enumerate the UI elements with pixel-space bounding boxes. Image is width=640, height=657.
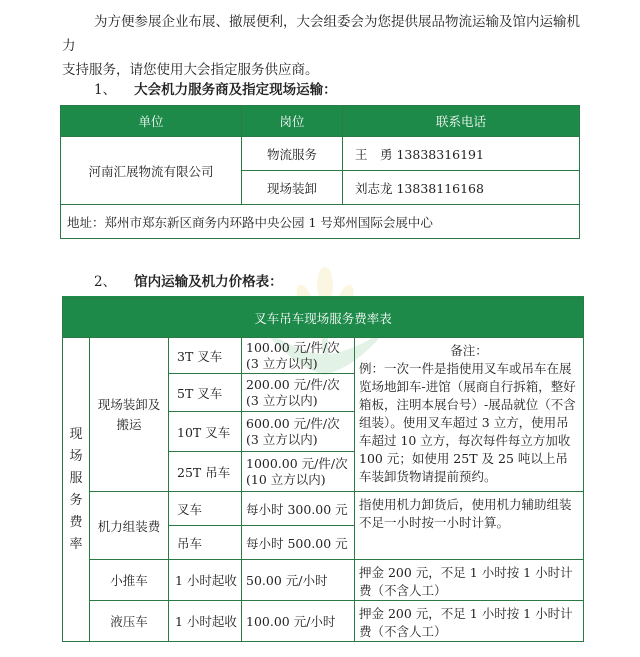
- hydraulic-price: 100.00 元/小时: [242, 601, 355, 642]
- service-provider-table: [60, 105, 580, 239]
- section-2-title: 馆内运输及机力价格表：: [134, 274, 283, 290]
- section-1-heading: [94, 78, 337, 98]
- price-forklift: 每小时 300.00 元: [242, 492, 355, 526]
- table-header-row: [61, 106, 580, 137]
- header-role: 岗位: [242, 106, 343, 137]
- intro-line-2: 支持服务，请您使用大会指定服务供应商。: [62, 62, 319, 78]
- section-1-title: 大会机力服务商及指定现场运输：: [134, 82, 337, 98]
- item-5t: 5T 叉车: [169, 374, 242, 412]
- header-phone: 联系电话: [343, 106, 580, 137]
- price-10t: 600.00 元/件/次 (3 立方以内): [242, 412, 355, 452]
- handcart-min: 1 小时起收: [169, 560, 242, 601]
- item-3t: 3T 叉车: [169, 338, 242, 374]
- price-table-title-row: [63, 299, 584, 338]
- company-name: 河南汇展物流有限公司: [61, 137, 242, 205]
- loading-note: 备注： 例：一次一件是指使用叉车或吊车在展览场地卸车-进馆（展商自行拆箱，整好箱板，注明本展台号）-展品就位（不含组装）。使用叉车超过 3 立方，使用吊车超过 10 立方，每次每件每立方加收 100 元；如使用 25T 及 25 吨以上吊车装卸货物请提前预约。: [355, 338, 584, 492]
- item-forklift: 叉车: [169, 492, 242, 526]
- table-row: [61, 137, 580, 171]
- handcart-label: 小推车: [90, 560, 169, 601]
- table-row: [63, 560, 584, 601]
- price-5t: 200.00 元/件/次 (3 立方以内): [242, 374, 355, 412]
- assembly-label: 机力组装费: [90, 492, 169, 560]
- price-25t: 1000.00 元/件/次 (10 立方以内): [242, 452, 355, 492]
- item-crane: 吊车: [169, 526, 242, 560]
- address-row: [61, 205, 580, 239]
- handcart-note: 押金 200 元，不足 1 小时按 1 小时计费（不含人工）: [355, 560, 584, 601]
- item-25t: 25T 吊车: [169, 452, 242, 492]
- hydraulic-label: 液压车: [90, 601, 169, 642]
- contact-logistics: 王 勇 13838316191: [343, 137, 580, 171]
- hydraulic-note: 押金 200 元，不足 1 小时按 1 小时计费（不含人工）: [355, 601, 584, 642]
- intro-line-1: 为方便参展企业布展、撤展便利，大会组委会为您提供展品物流运输及馆内运输机力: [62, 14, 580, 54]
- role-onsite: 现场装卸: [242, 171, 343, 205]
- intro-paragraph: [62, 10, 590, 82]
- contact-onsite: 刘志龙 13838116168: [343, 171, 580, 205]
- loading-label: 现场装卸及搬运: [90, 338, 169, 492]
- assembly-note: 指使用机力卸货后，使用机力辅助组装不足一小时按一小时计算。: [355, 492, 584, 560]
- section-2-heading: [94, 270, 283, 290]
- table-row: [63, 492, 584, 526]
- hydraulic-min: 1 小时起收: [169, 601, 242, 642]
- price-table: [62, 298, 584, 642]
- side-label: 现场服务费率: [63, 338, 90, 642]
- price-crane: 每小时 500.00 元: [242, 526, 355, 560]
- table-row: [63, 338, 584, 374]
- price-3t: 100.00 元/件/次 (3 立方以内): [242, 338, 355, 374]
- price-table-title: 叉车吊车现场服务费率表: [63, 299, 584, 338]
- role-logistics: 物流服务: [242, 137, 343, 171]
- table-row: [63, 601, 584, 642]
- handcart-price: 50.00 元/小时: [242, 560, 355, 601]
- address: 地址：郑州市郑东新区商务内环路中央公园 1 号郑州国际会展中心: [61, 205, 580, 239]
- header-unit: 单位: [61, 106, 242, 137]
- section-1-number: 1、: [94, 82, 117, 98]
- item-10t: 10T 叉车: [169, 412, 242, 452]
- section-2-number: 2、: [94, 274, 117, 290]
